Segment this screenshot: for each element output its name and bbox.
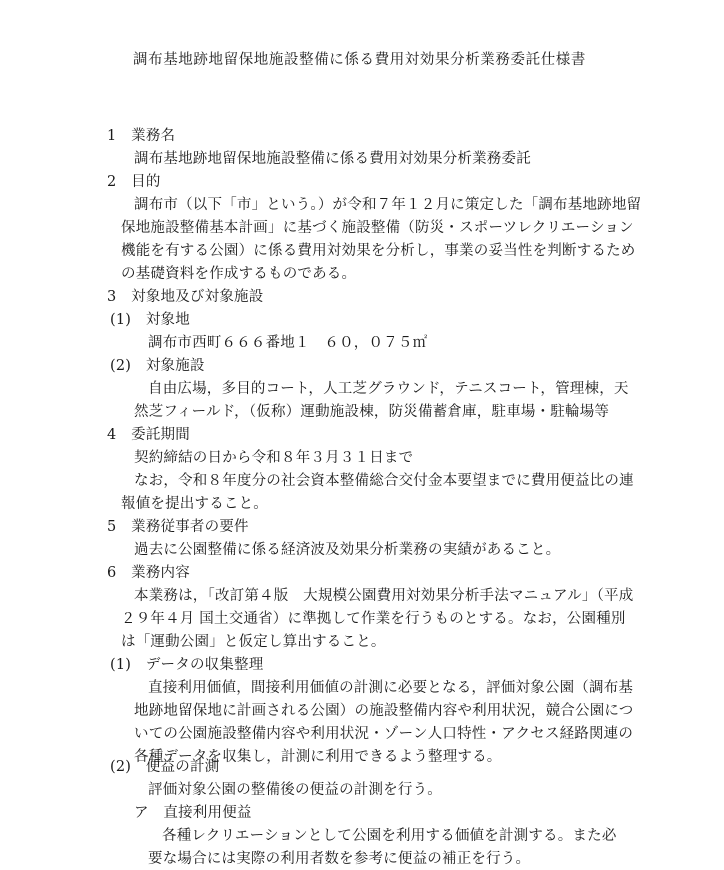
section-heading-3: 3 対象地及び対象施設 xyxy=(107,289,264,305)
body-line: いての公園施設整備内容や利用状況・ゾーン人口特性・アクセス経路関連の xyxy=(134,726,634,742)
body-line: 各種データを収集し，計測に利用できるよう整理する。 xyxy=(134,749,502,765)
body-line: 自由広場，多目的コート，人工芝グラウンド，テニスコート，管理棟，天 xyxy=(148,381,629,397)
body-line: 過去に公園整備に係る経済波及効果分析業務の実績があること。 xyxy=(134,542,561,558)
body-line: 本業務は，「改訂第４版 大規模公園費用対効果分析手法マニュアル」（平成 xyxy=(134,588,634,604)
body-line: 調布基地跡地留保地施設整備に係る費用対効果分析業務委託 xyxy=(134,151,531,167)
section-heading-4: 4 委託期間 xyxy=(107,427,190,443)
body-line: は「運動公園」と仮定し算出すること。 xyxy=(121,634,386,650)
body-line: 契約締結の日から令和８年３月３１日まで xyxy=(134,450,414,466)
body-line: 地跡地留保地に計画される公園）の施設整備内容や利用状況，競合公園につ xyxy=(134,703,634,719)
section-heading-5: 5 業務従事者の要件 xyxy=(107,519,249,535)
body-line: 要な場合には実際の利用者数を参考に便益の補正を行う。 xyxy=(148,851,531,867)
body-line: 調布市（以下「市」という。）が令和７年１２月に策定した「調布基地跡地留 xyxy=(134,197,642,213)
subsection-heading: (1) データの収集整理 xyxy=(110,657,264,673)
document-title: 調布基地跡地留保地施設整備に係る費用対効果分析業務委託仕様書 xyxy=(133,52,586,68)
body-line: 報値を提出すること。 xyxy=(121,496,268,512)
subsection-heading: (1) 対象地 xyxy=(110,312,190,328)
body-line: 機能を有する公園）に係る費用対効果を分析し，事業の妥当性を判断するため xyxy=(121,243,636,259)
body-line: なお，令和８年度分の社会資本整備総合交付金本要望までに費用便益比の連 xyxy=(134,473,634,489)
section-heading-2: 2 目的 xyxy=(107,174,161,190)
item-heading: ア 直接利用便益 xyxy=(134,805,252,821)
body-line: 保地施設整備基本計画」に基づく施設整備（防災・スポーツレクリエーション xyxy=(121,220,634,236)
subsection-heading: (2) 便益の計測 xyxy=(110,759,220,775)
body-line: 調布市西町６６６番地１ ６０，０７５㎡ xyxy=(148,335,428,351)
body-line: 評価対象公園の整備後の便益の計測を行う。 xyxy=(148,782,442,798)
body-line: 各種レクリエーションとして公園を利用する価値を計測する。また必 xyxy=(162,828,617,844)
body-line: 然芝フィールド，（仮称）運動施設棟，防災備蓄倉庫，駐車場・駐輪場等 xyxy=(134,404,610,420)
subsection-heading: (2) 対象施設 xyxy=(110,358,205,374)
section-heading-1: 1 業務名 xyxy=(107,128,176,144)
body-line: の基礎資料を作成するものである。 xyxy=(121,266,357,282)
body-line: ２９年４月 国土交通省）に準拠して作業を行うものとする。なお，公園種別 xyxy=(121,611,626,627)
section-heading-6: 6 業務内容 xyxy=(107,565,190,581)
body-line: 直接利用価値，間接利用価値の計測に必要となる，評価対象公園（調布基 xyxy=(148,680,634,696)
